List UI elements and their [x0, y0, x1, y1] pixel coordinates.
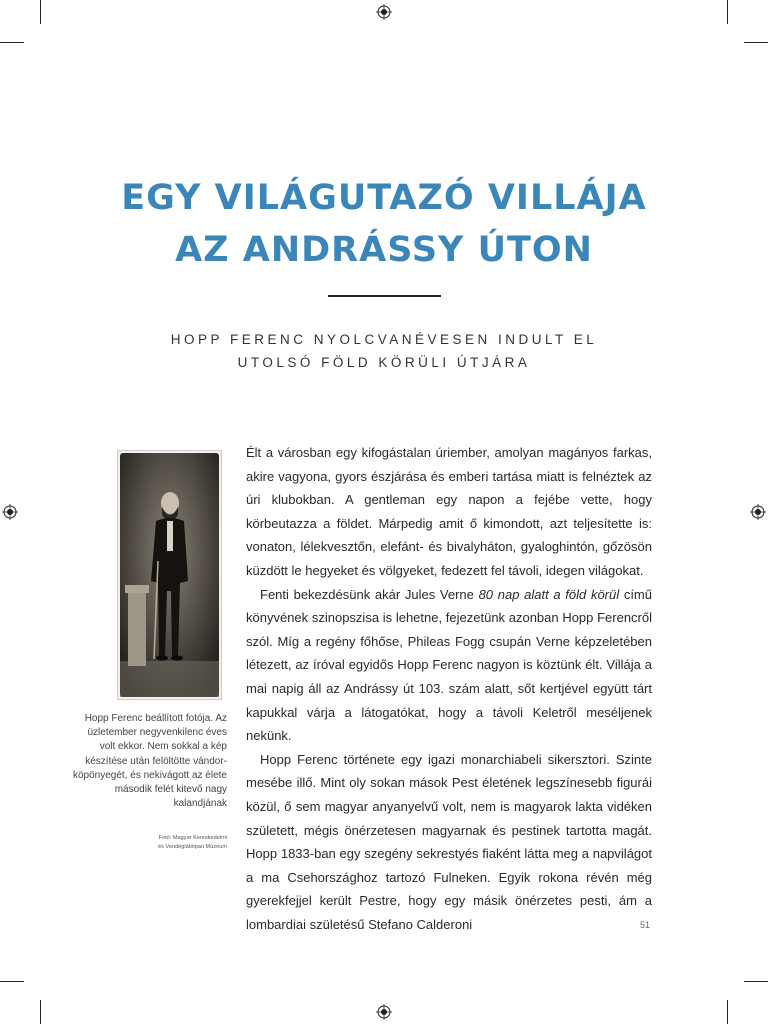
crop-mark-right-bottom [744, 981, 768, 982]
photo-credit [120, 834, 227, 851]
paragraph-2-end: című könyvének szinopszisa is lehetne, fejezetünk azonban Hopp Ferencről szól. Míg a regény főhőse, Phileas Fogg csupán Verne képzeletében létezett, az íróval egyidős Hopp Ferenc nagyon is köztünk élt. Villája a mai napig áll az Andrássy út 103. szám alatt, sőt kertjével együtt tárt kapukkal várja a látogatókat, hogy a távoli Keletről meséljenek nekünk. [246, 586, 652, 744]
crop-mark-left-top [0, 42, 24, 43]
title-line-1: EGY VILÁGUTAZÓ VILLÁJA [121, 178, 647, 218]
paragraph-2 [246, 583, 652, 748]
book-title: 80 nap alatt a föld körül [478, 586, 620, 602]
registration-mark-icon [376, 1004, 392, 1020]
crop-mark-bottom-left [40, 1000, 41, 1024]
article-body [246, 441, 652, 936]
registration-mark-icon [376, 4, 392, 20]
title-divider [328, 295, 441, 297]
subtitle-line-2: UTOLSÓ FÖLD KÖRÜLI ÚTJÁRA [237, 355, 531, 370]
registration-mark-icon [2, 504, 18, 520]
title-line-2: AZ ANDRÁSSY ÚTON [175, 230, 593, 270]
paragraph-1: Élt a városban egy kifogástalan úriember, amolyan magányos farkas, akire vagyona, gyors észjárása és emberi tartása miatt is felnéztek az úri klubokban. A gentleman egy napon a fejébe vette, hogy körbeutazza a földet. Márpedig amit ő kimondott, azt teljesítette is: vonaton, lélekvesztőn, elefánt- és bivalyháton, gyaloghintón, gőzösön küzdött le hegyeket és völgyeket, fedezett fel távoli, idegen világokat. [246, 445, 652, 578]
photo-caption: Hopp Ferenc beállított fotója. Az üzletember negyvenkilenc éves volt ekkor. Nem sokkal a kép készítése után felöltötte vándor-köpönyegét, és nekivágott az élete második felét kitevő nagy kalandjának [73, 713, 227, 810]
crop-mark-top-right [727, 0, 728, 24]
crop-mark-right-top [744, 42, 768, 43]
paragraph-2-start: Fenti bekezdésünk akár Jules Verne [260, 586, 479, 602]
crop-mark-left-bottom [0, 981, 24, 982]
page-number: 51 [640, 920, 651, 930]
portrait-photo [117, 450, 222, 700]
article-title [0, 172, 768, 276]
credit-line-1: Fotó: Magyar Kereskedelmi [158, 835, 227, 841]
registration-mark-icon [750, 504, 766, 520]
credit-line-2: és Vendéglátóipari Múzeum [157, 843, 227, 850]
crop-mark-bottom-right [727, 1000, 728, 1024]
article-subtitle [0, 328, 768, 374]
subtitle-line-1: HOPP FERENC NYOLCVANÉVESEN INDULT EL [170, 332, 598, 347]
crop-mark-top-left [40, 0, 41, 24]
paragraph-3: Hopp Ferenc története egy igazi monarchiabeli sikersztori. Szinte mesébe illő. Mint oly sokan mások Pest életének legszínesebb figurái közül, ő sem magyar anyanyelvű volt, nem is magyarok lakta vidéken született, mégis önérzetesen magyarnak és pestinek tartotta magát. Hopp 1833-ban egy szegény sekrestyés fiaként látta meg a napvilágot a ma Csehországhoz tartozó Fulneken. Egyik rokona révén még gyerekfejjel került Pestre, hogy egy másik önérzetes pesti, ám a lombardiai születésű Stefano Calderoni [246, 751, 652, 932]
